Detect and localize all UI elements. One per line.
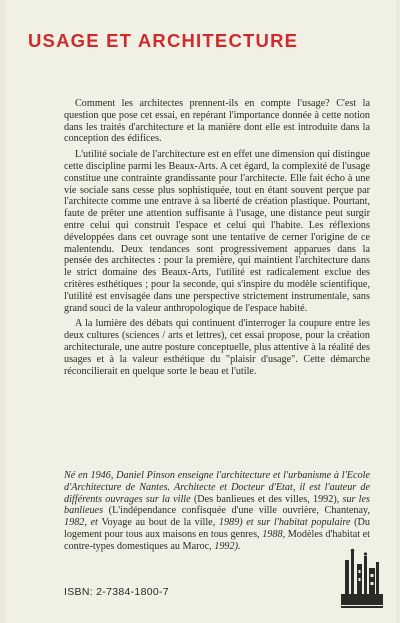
bio-segment: Modèles d'habitat et contre-types domestiques au Maroc, [64, 528, 371, 552]
blurb [64, 98, 370, 381]
bio-segment: 1988, [262, 528, 288, 540]
publisher-logo-icon [341, 548, 383, 610]
isbn: ISBN: 2-7384-1800-7 [64, 586, 169, 598]
bio-segment: (L'indépendance confisquée d'une ville ouvrière, Chantenay, [108, 505, 371, 517]
bio-segment: , sur les banlieues [64, 493, 370, 517]
bio-segment: 1982, et [64, 517, 102, 529]
author-bio [64, 470, 370, 553]
bio-segment: (Des banlieues et des villes, 1992) [193, 493, 337, 505]
bio-segment: 1989) et sur l'habitat populaire [218, 517, 355, 529]
publisher-logo [341, 548, 383, 610]
bio-segment: 1992). [214, 540, 241, 552]
bio-segment: Né en 1946, Daniel Pinson enseigne l'architecture et l'urbanisme à l'Ecole d'Architecture de Nantes. Architecte et Docteur d'Etat, il est l'auteur de différents ouvrages sur la ville [64, 470, 370, 505]
bio-segment: Voyage au bout de la ville, [101, 517, 219, 529]
blurb-paragraph: Comment les architectes prennent-ils en compte l'usage? C'est la question que pose cet essai, en repérant l'importance donnée à cette notion dans les traités d'architecture et la manière dont elle est introduite dans la conception des édifices. [64, 98, 370, 145]
blurb-paragraph: L'utilité sociale de l'architecture est en effet une dimension qui distingue cette discipline parmi les Beaux-Arts. A cet égard, la complexité de l'usage constitue une contrainte grandissante pour l'architecte. Elle fait écho à une vie sociale sans cesse plus sophistiquée, tout en étant souvent perçue par l'architecte comme une entrave à sa liberté de création plastique. Pourtant, faute de prêter une attention suffisante à l'usage, une distance peut surgir entre celui qui construit l'espace et celui qui l'habite. Les réflexions développées dans cet ouvrage sont une tentative de cerner l'origine de ce malentendu. Deux tendances sont progressivement apparues dans la pensée des architectes : pour la première, qui maintient l'architecture dans le strict domaine des Beaux-Arts, l'utilité est radicalement exclue des critères esthétiques ; pour la seconde, qui s'inspire du modèle scientifique, l'utilité est envisagée dans une perspective strictement instrumentale, sans grand souci de la valeur anthropologique de l'espace habité. [64, 149, 370, 314]
cover-title: USAGE ET ARCHITECTURE [28, 30, 299, 51]
bio-segment: (Du logement pour tous aux maisons en tous genres, [64, 517, 370, 540]
blurb-paragraph: A la lumière des débats qui continuent d'interroger la coupure entre les deux cultures (sciences / arts et lettres), cet essai propose, pour la création architecturale, une autre posture conceptuelle, plus attentive à la réalité des usages et à la valeur esthétique du "plaisir d'usage". Cette démarche réconcilierait en quelque sorte le beau et l'utile. [64, 318, 370, 377]
